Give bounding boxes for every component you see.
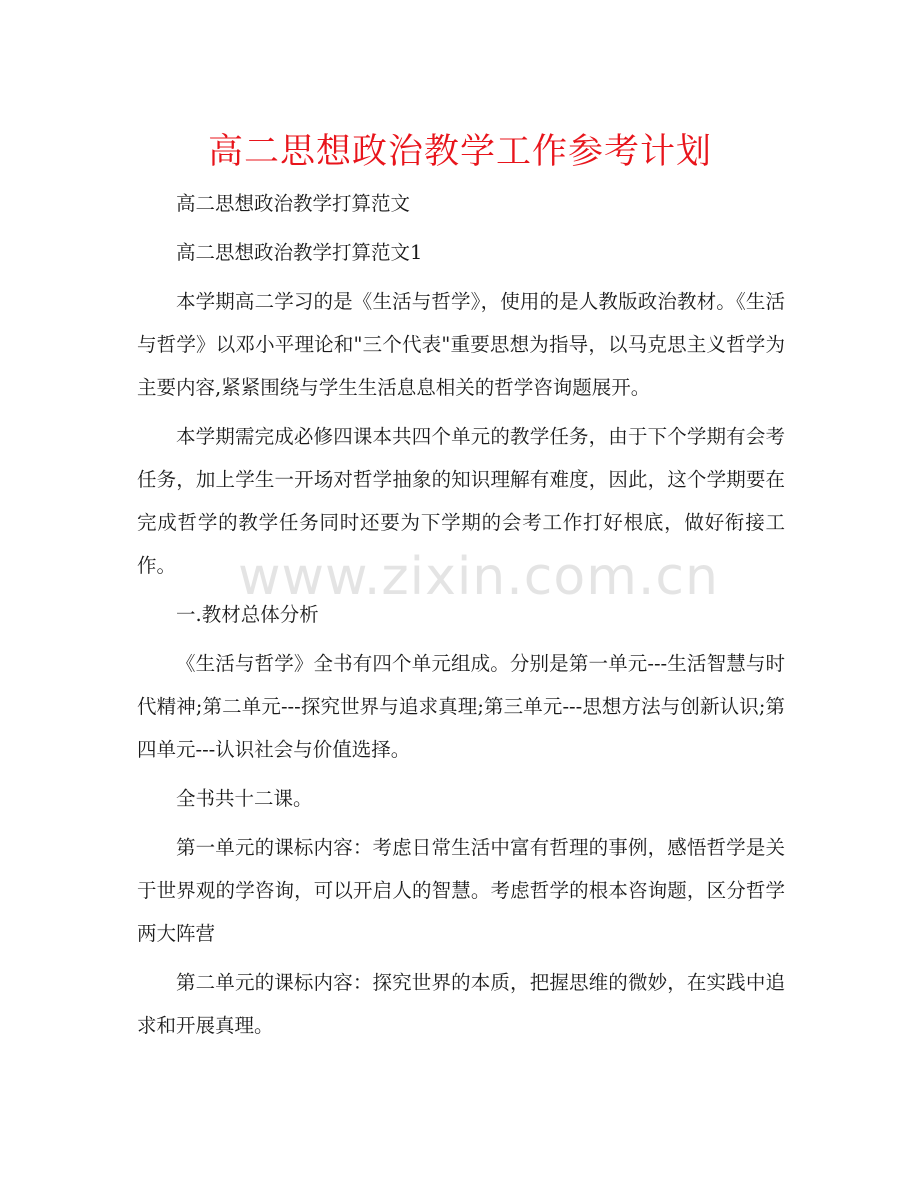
paragraph-subtitle-1: 高二思想政治教学打算范文1 — [176, 241, 423, 264]
document-body — [137, 182, 785, 1047]
watermark: www.zixin.com.cn — [238, 547, 719, 607]
paragraph-lesson-count: 全书共十二课。 — [176, 787, 313, 810]
document-title: 高二思想政治教学工作参考计划 — [207, 132, 712, 172]
paragraph-unit-two: 第二单元的课标内容：探究世界的本质，把握思维的微妙，在实践中追求和开展真理。 — [137, 971, 785, 1037]
paragraph-tasks: 本学期需完成必修四课本共四个单元的教学任务，由于下个学期有会考任务，加上学生一开场对哲学抽象的知识理解有难度，因此，这个学期要在完成哲学的教学任务同时还要为下学期的会考工作打好根底，做好衔接工作。 — [137, 425, 785, 577]
section-heading-textbook-analysis: 一.教材总体分析 — [176, 603, 319, 626]
paragraph-subtitle: 高二思想政治教学打算范文 — [176, 192, 411, 215]
paragraph-unit-one: 第一单元的课标内容：考虑日常生活中富有哲理的事例，感悟哲学是关于世界观的学咨询，可以开启人的智慧。考虑哲学的根本咨询题，区分哲学两大阵营 — [137, 836, 785, 945]
paragraph-intro: 本学期高二学习的是《生活与哲学》，使用的是人教版政治教材。《生活与哲学》以邓小平理论和"三个代表"重要思想为指导，以马克思主义哲学为主要内容,紧紧围绕与学生生活息息相关的哲学咨询题展开。 — [137, 290, 785, 399]
paragraph-units: 《生活与哲学》全书有四个单元组成。分别是第一单元---生活智慧与时代精神;第二单元---探究世界与追求真理;第三单元---思想方法与创新认识;第四单元---认识社会与价值选择。 — [137, 652, 785, 761]
